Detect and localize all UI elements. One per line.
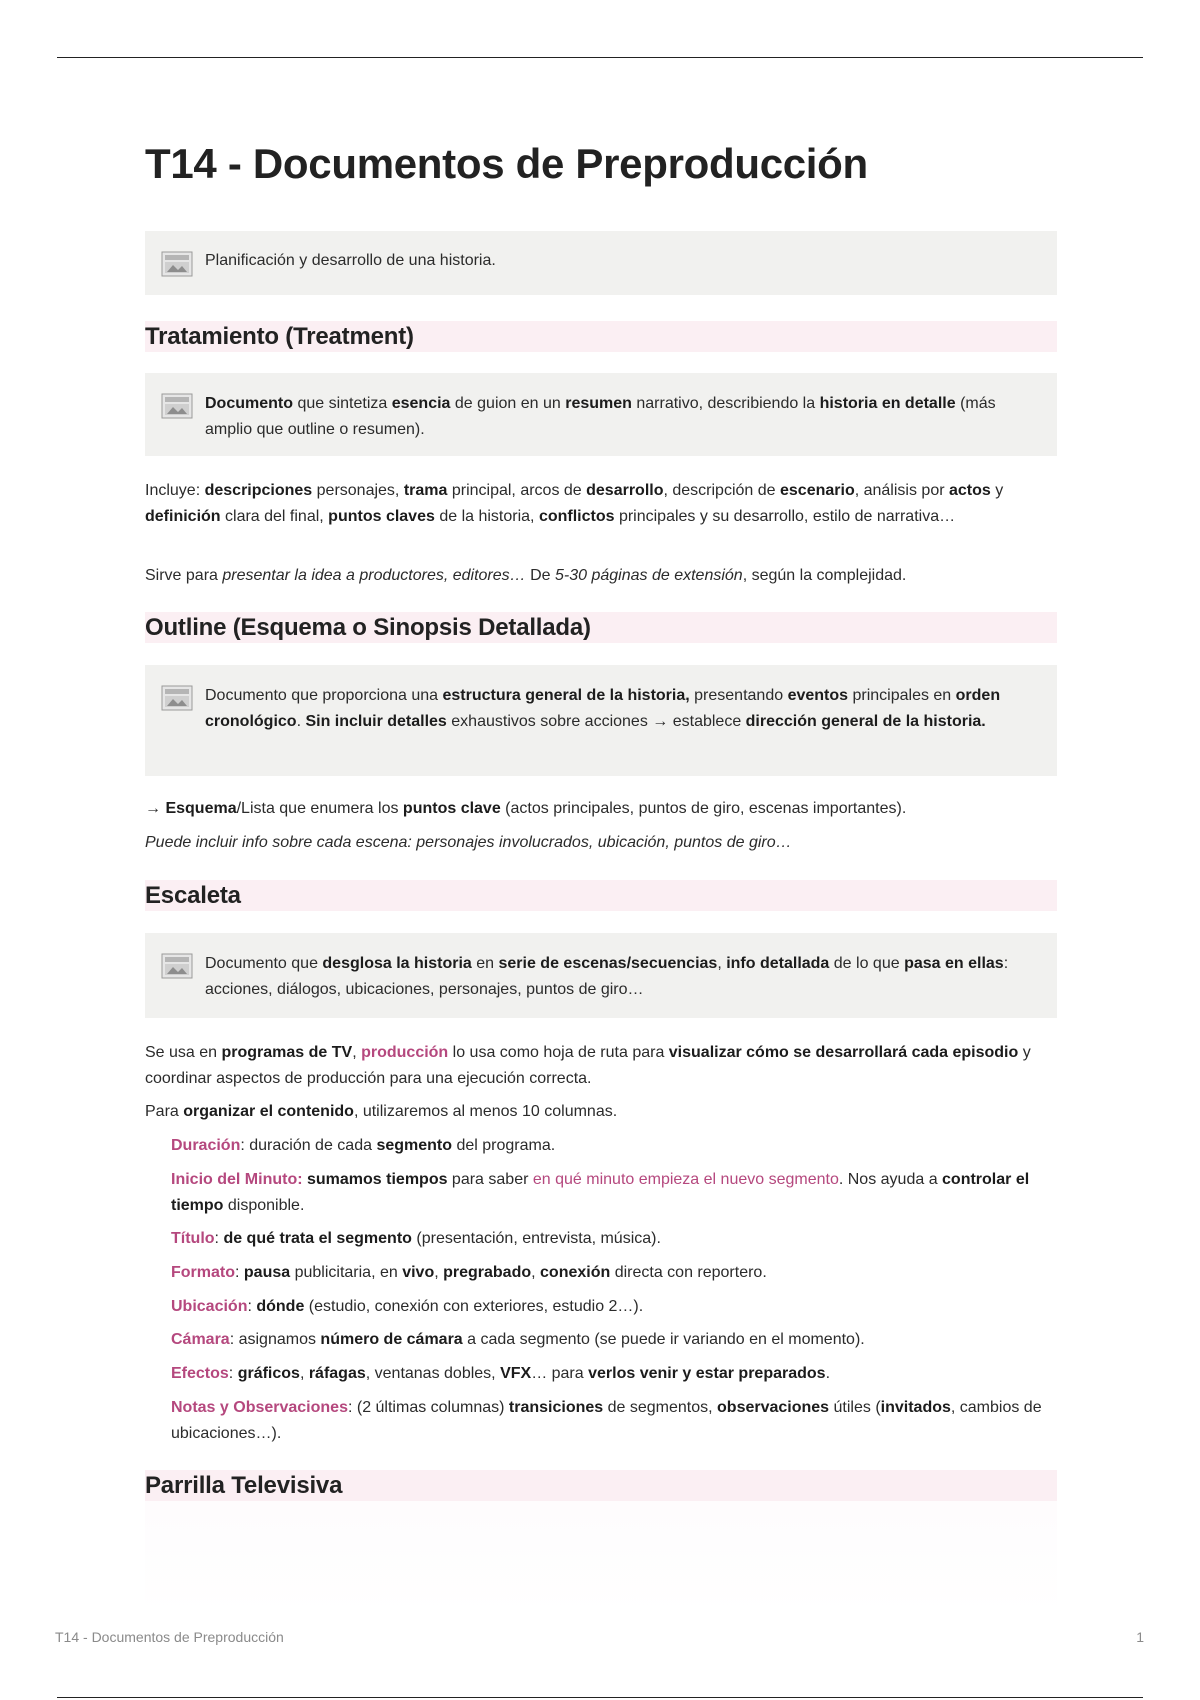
top-rule [57, 57, 1143, 58]
treatment-callout-text: Documento que sintetiza esencia de guion en un resumen narrativo, describiendo la historia en detalle (más amplio que outline o resumen). [205, 395, 996, 438]
heading-outline: Outline (Esquema o Sinopsis Detallada) [145, 612, 1057, 643]
bottom-rule [57, 1697, 1143, 1698]
list-item-duracion: Duración: duración de cada segmento del programa. [171, 1137, 556, 1154]
escaleta-usage: Se usa en programas de TV, producción lo usa como hoja de ruta para visualizar cómo se desarrollará cada episodio y coordinar aspectos de producción para una ejecución correcta. [145, 1044, 1031, 1087]
page-fade [145, 1501, 1057, 1616]
list-item-titulo: Título: de qué trata el segmento (presentación, entrevista, música). [171, 1230, 661, 1247]
image-placeholder-icon [161, 251, 193, 277]
outline-list: → Esquema/Lista que enumera los puntos clave (actos principales, puntos de giro, escenas importantes). [145, 800, 907, 817]
heading-escaleta: Escaleta [145, 880, 1057, 911]
escaleta-callout-text: Documento que desglosa la historia en serie de escenas/secuencias, info detallada de lo que pasa en ellas: acciones, diálogos, ubicaciones, personajes, puntos de giro… [205, 955, 1009, 998]
escaleta-callout [145, 933, 1057, 1018]
treatment-purpose: Sirve para presentar la idea a productores, editores… De 5-30 páginas de extensión, según la complejidad. [145, 567, 907, 584]
intro-callout [145, 231, 1057, 295]
outline-note: Puede incluir info sobre cada escena: personajes involucrados, ubicación, puntos de giro… [145, 834, 792, 851]
image-placeholder-icon [161, 953, 193, 979]
intro-text: Planificación y desarrollo de una historia. [205, 252, 496, 269]
list-item-notas: Notas y Observaciones: (2 últimas columnas) transiciones de segmentos, observaciones útiles (invitados, cambios de ubicaciones…). [171, 1399, 1042, 1442]
page-title: T14 - Documentos de Preproducción [145, 140, 868, 187]
image-placeholder-icon [161, 685, 193, 711]
list-item-efectos: Efectos: gráficos, ráfagas, ventanas dobles, VFX… para verlos venir y estar preparados. [171, 1365, 831, 1382]
image-placeholder-icon [161, 393, 193, 419]
heading-parrilla: Parrilla Televisiva [145, 1470, 1057, 1501]
footer-title: T14 - Documentos de Preproducción [55, 1629, 284, 1645]
outline-callout [145, 665, 1057, 776]
treatment-callout [145, 373, 1057, 456]
outline-callout-text: Documento que proporciona una estructura general de la historia, presentando eventos principales en orden cronológico. Sin incluir detalles exhaustivos sobre acciones → establece dirección general de la historia. [205, 687, 1001, 730]
list-item-inicio-minuto: Inicio del Minuto: sumamos tiempos para saber en qué minuto empieza el nuevo segmento. Nos ayuda a controlar el tiempo disponible. [171, 1171, 1030, 1214]
treatment-includes: Incluye: descripciones personajes, trama principal, arcos de desarrollo, descripción de escenario, análisis por actos y definición clara del final, puntos claves de la historia, conflictos principales y su desarrollo, estilo de narrativa… [145, 482, 1004, 525]
page-number: 1 [1136, 1629, 1144, 1645]
list-item-formato: Formato: pausa publicitaria, en vivo, pregrabado, conexión directa con reportero. [171, 1264, 767, 1281]
list-item-ubicacion: Ubicación: dónde (estudio, conexión con exteriores, estudio 2…). [171, 1298, 644, 1315]
escaleta-organize: Para organizar el contenido, utilizaremos al menos 10 columnas. [145, 1103, 618, 1120]
heading-tratamiento: Tratamiento (Treatment) [145, 321, 1057, 352]
list-item-camara: Cámara: asignamos número de cámara a cada segmento (se puede ir variando en el momento). [171, 1331, 865, 1348]
